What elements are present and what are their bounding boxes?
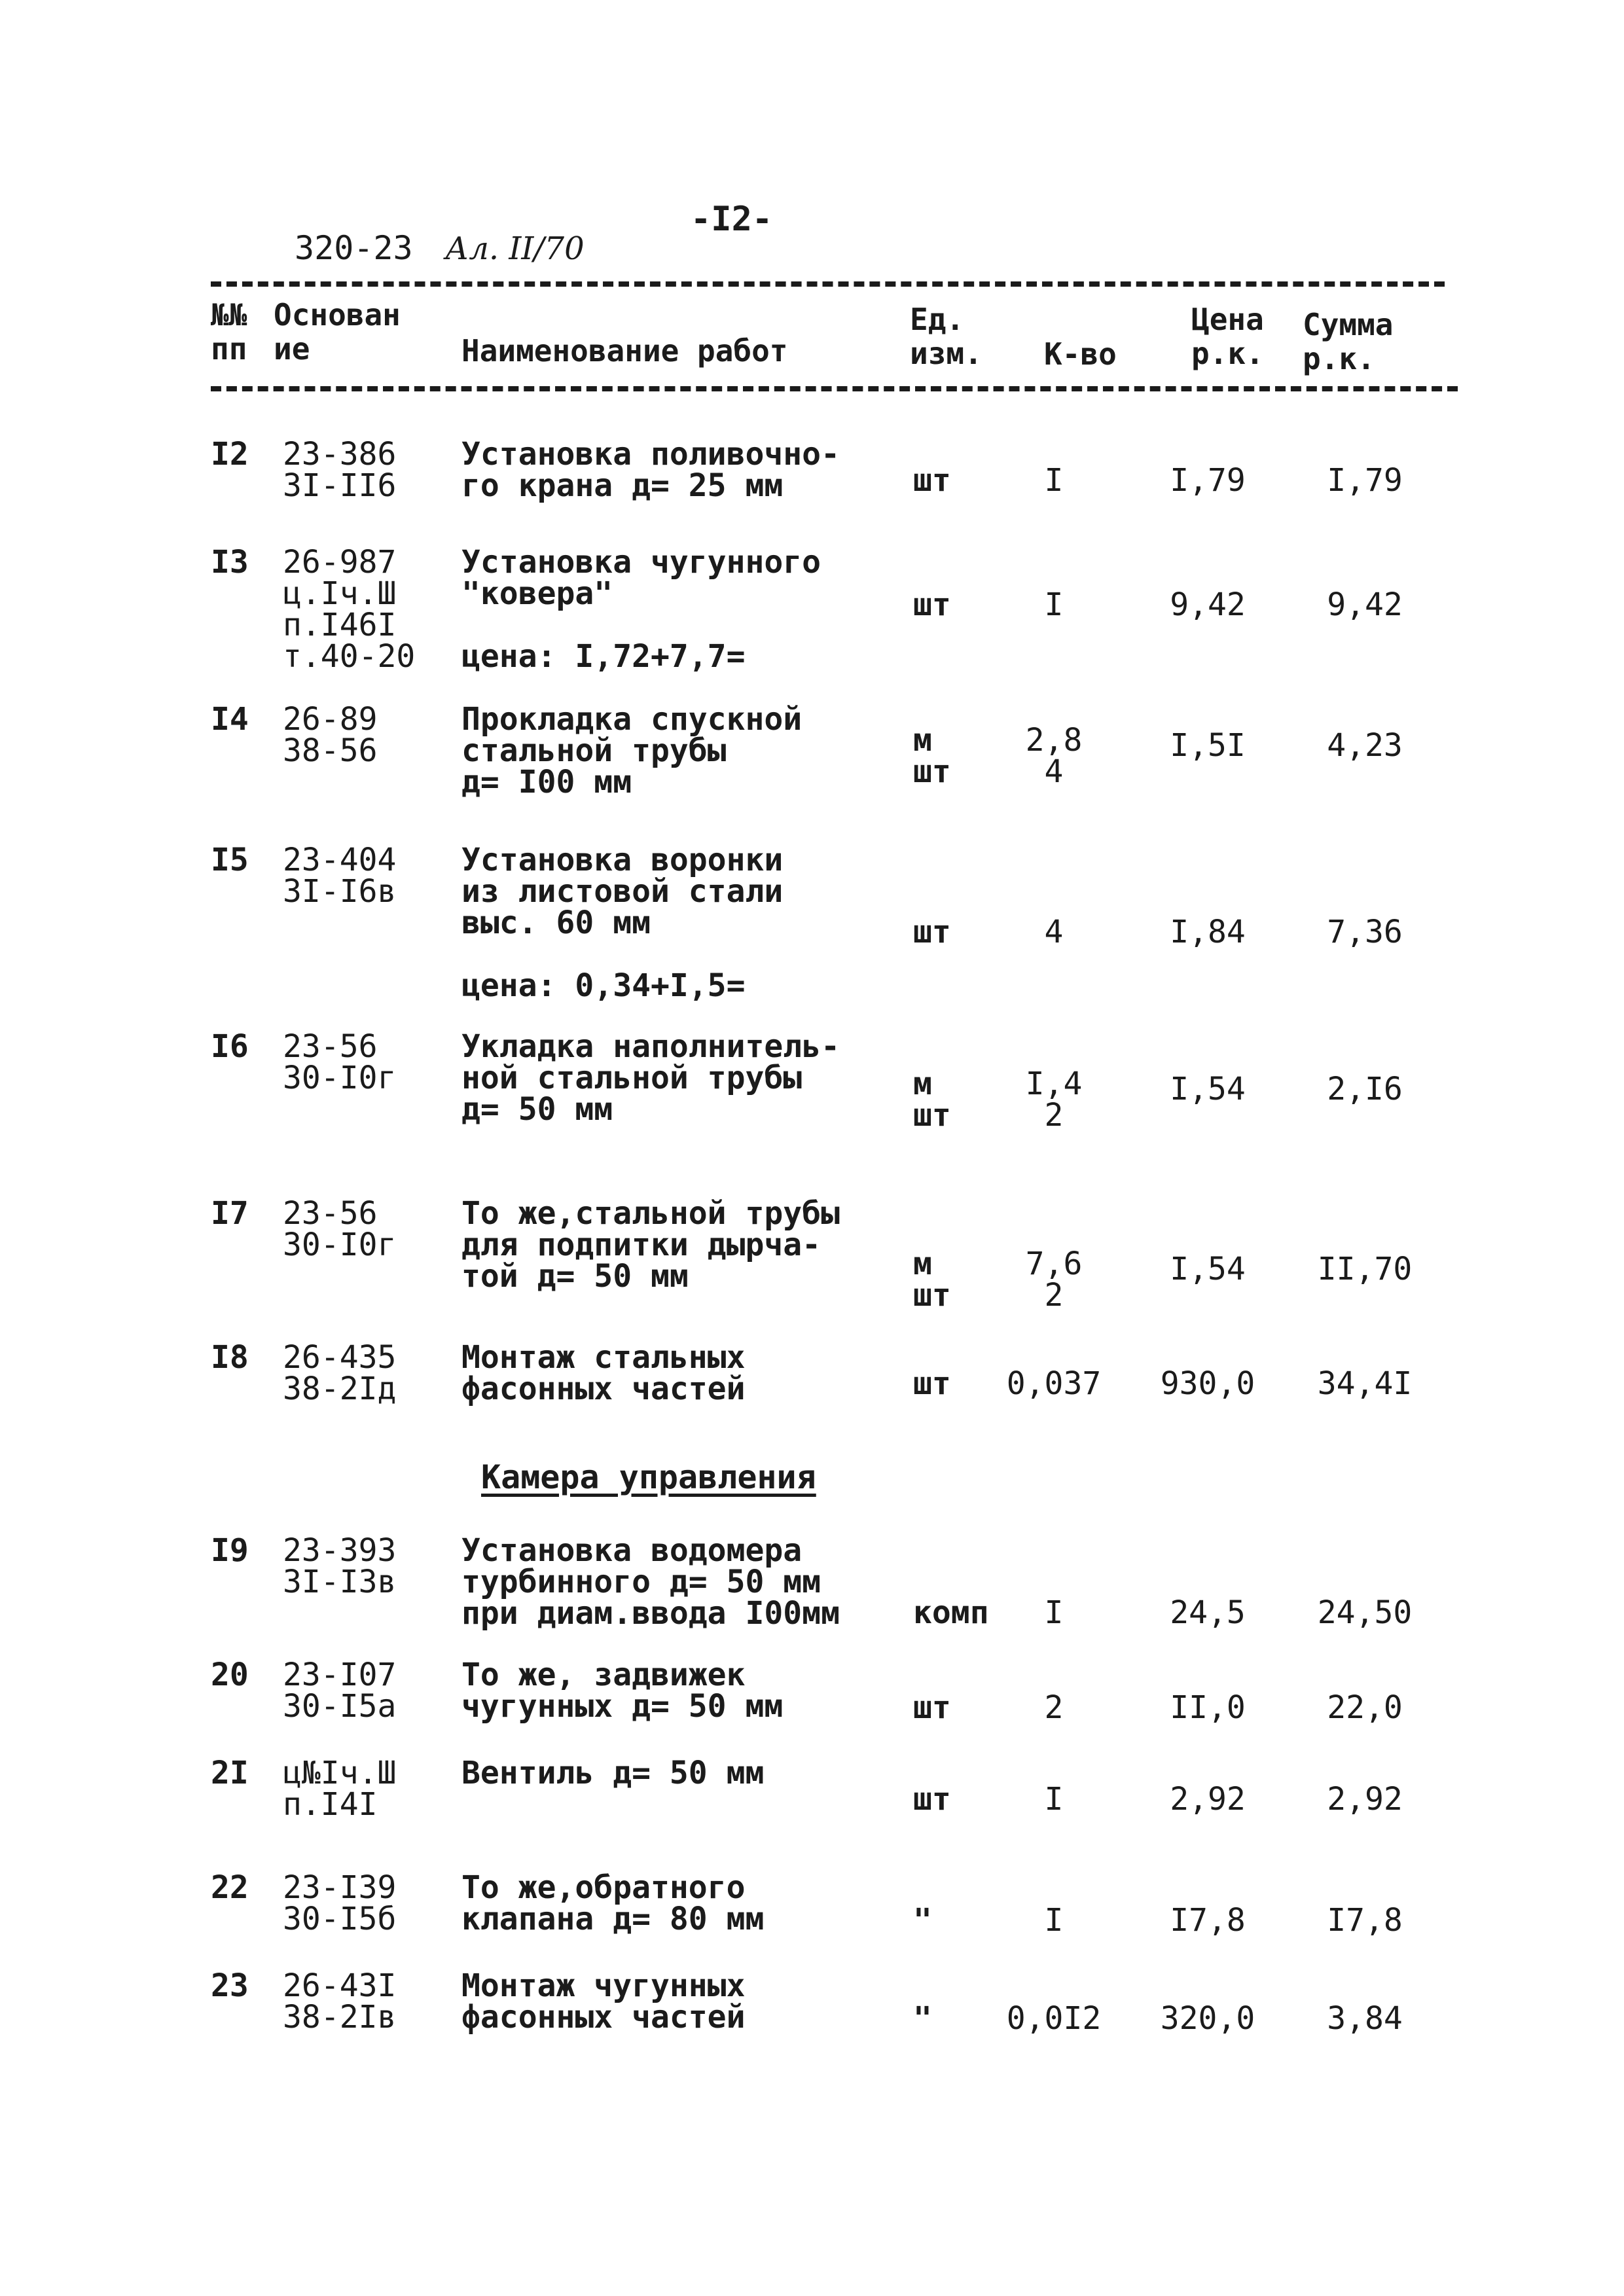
row-basis-line: 38-2Iд	[283, 1371, 397, 1407]
row-unit-line: комп	[913, 1594, 989, 1631]
row-basis-line: 3I-I6в	[283, 873, 397, 910]
row-work-name-line: фасонных частей	[461, 1371, 746, 1407]
row-basis-line: 38-2Iв	[283, 1999, 397, 2036]
row-sum: 2,92	[1327, 1781, 1403, 1818]
row-sum: 7,36	[1327, 914, 1403, 950]
row-basis	[283, 1869, 397, 1937]
row-work-name	[461, 842, 784, 1004]
row-basis-line: 26-435	[283, 1339, 397, 1376]
row-unit	[913, 2000, 932, 2037]
row-basis	[283, 1532, 397, 1600]
row-work-name-line	[461, 939, 783, 970]
row-work-name-line: Прокладка спускной	[461, 701, 803, 738]
row-work-name-line: фасонных частей	[461, 1999, 746, 2036]
row-work-name-line: То же,обратного	[461, 1869, 746, 1906]
row-basis-line: 26-89	[283, 701, 378, 738]
row-unit-line: м	[913, 1066, 932, 1102]
row-quantity-line: 0,037	[1006, 1365, 1102, 1402]
row-sum: 4,23	[1327, 727, 1403, 764]
row-price: I7,8	[1170, 1902, 1246, 1939]
row-work-name	[461, 1195, 840, 1295]
row-quantity	[995, 1066, 1113, 1134]
row-unit-line: шт	[913, 1277, 951, 1314]
row-price: 9,42	[1170, 586, 1246, 623]
row-work-name	[461, 1028, 840, 1128]
header-top-rule	[211, 281, 1445, 287]
row-unit	[913, 722, 951, 790]
row-unit	[913, 586, 951, 623]
col-header-unit: Ед. изм.	[910, 302, 983, 371]
row-work-name	[461, 436, 840, 504]
row-work-name-line	[461, 609, 821, 641]
row-quantity-line: I	[1044, 462, 1064, 499]
row-quantity-line: I	[1044, 586, 1064, 623]
row-price: 2,92	[1170, 1781, 1246, 1818]
row-price: II,0	[1170, 1689, 1246, 1726]
col-header-qty: К-во	[1044, 336, 1117, 372]
row-work-name-line: из листовой стали	[461, 873, 784, 910]
row-unit-line: м	[913, 722, 932, 759]
row-sum: 24,50	[1317, 1594, 1413, 1631]
row-sum: 9,42	[1327, 586, 1403, 623]
row-work-name	[461, 1532, 840, 1632]
row-price: 24,5	[1170, 1594, 1246, 1631]
row-unit-line: "	[913, 2000, 932, 2037]
row-basis-line: ц№Iч.Ш	[283, 1755, 397, 1791]
row-unit-line: м	[913, 1246, 932, 1282]
row-unit	[913, 1066, 951, 1134]
row-work-name-line: той д= 50 мм	[461, 1258, 689, 1295]
row-sum: I7,8	[1327, 1902, 1403, 1939]
row-work-name-line: выс. 60 мм	[461, 905, 651, 941]
row-basis	[283, 544, 416, 675]
row-work-name-line: Установка поливочно-	[461, 436, 840, 473]
page-number: -I2-	[691, 200, 773, 239]
row-quantity	[995, 722, 1113, 790]
row-basis-line: т.40-20	[283, 638, 416, 675]
row-quantity-line: 0,0I2	[1006, 2000, 1102, 2037]
col-header-price: Цена р.к.	[1191, 302, 1264, 371]
row-quantity-line: 2	[1044, 1097, 1064, 1134]
row-quantity-line: 2,8	[1025, 722, 1083, 759]
row-work-name-line: Установка чугунного	[461, 544, 821, 581]
row-work-name-line: цена: I,72+7,7=	[461, 638, 746, 675]
row-quantity	[995, 1902, 1113, 1939]
row-work-name-line: Вентиль д= 50 мм	[461, 1755, 765, 1791]
row-work-name-line: цена: 0,34+I,5=	[461, 967, 746, 1004]
row-number: I6	[211, 1028, 249, 1065]
row-quantity-line: 2	[1044, 1689, 1064, 1726]
row-basis-line: 3I-I3в	[283, 1564, 397, 1600]
row-number: 2I	[211, 1755, 249, 1791]
row-unit-line: шт	[913, 914, 951, 950]
row-work-name-line: Монтаж чугунных	[461, 1967, 746, 2004]
row-basis	[283, 842, 397, 910]
row-quantity-line: I	[1044, 1594, 1064, 1631]
row-unit-line: шт	[913, 753, 951, 790]
row-basis	[283, 701, 378, 769]
row-basis-line: 23-56	[283, 1195, 378, 1232]
row-price: I,5I	[1170, 727, 1246, 764]
row-number: 20	[211, 1657, 249, 1693]
row-sum: 2,I6	[1327, 1071, 1403, 1107]
row-price: 320,0	[1160, 2000, 1255, 2037]
document-code: 320-23	[295, 229, 413, 267]
row-number: I5	[211, 842, 249, 878]
row-price: 930,0	[1160, 1365, 1255, 1402]
row-basis	[283, 1195, 397, 1263]
row-basis-line: п.I46I	[283, 607, 397, 643]
row-work-name-line: Установка воронки	[461, 842, 784, 878]
row-work-name	[461, 1657, 784, 1725]
row-work-name	[461, 1339, 746, 1407]
row-work-name	[461, 1967, 746, 2036]
row-work-name-line: чугунных д= 50 мм	[461, 1688, 784, 1725]
row-number: I9	[211, 1532, 249, 1569]
row-unit	[913, 1689, 951, 1726]
row-quantity	[995, 1781, 1113, 1818]
row-sum: II,70	[1317, 1251, 1413, 1287]
row-work-name	[461, 544, 821, 675]
row-number: I7	[211, 1195, 249, 1232]
section-title: Камера управления	[481, 1458, 816, 1496]
row-price: I,79	[1170, 462, 1246, 499]
row-quantity-line: I,4	[1025, 1066, 1083, 1102]
row-quantity-line: I	[1044, 1902, 1064, 1939]
row-work-name-line: клапана д= 80 мм	[461, 1901, 765, 1937]
row-quantity	[995, 2000, 1113, 2037]
row-quantity	[995, 1246, 1113, 1314]
row-basis	[283, 1755, 397, 1823]
row-work-name-line: Монтаж стальных	[461, 1339, 746, 1376]
row-quantity	[995, 1689, 1113, 1726]
row-unit-line: шт	[913, 1097, 951, 1134]
row-unit	[913, 1781, 951, 1818]
row-unit-line: шт	[913, 1781, 951, 1818]
row-basis	[283, 436, 397, 504]
row-unit	[913, 462, 951, 499]
row-work-name-line: го крана д= 25 мм	[461, 467, 784, 504]
row-basis-line: 3I-II6	[283, 467, 397, 504]
row-basis-line: п.I4I	[283, 1786, 378, 1823]
row-unit	[913, 1246, 951, 1314]
sheet-reference: Ал. II/70	[445, 230, 585, 267]
row-basis-line: 30-I5б	[283, 1901, 397, 1937]
row-quantity	[995, 462, 1113, 499]
row-unit-line: "	[913, 1902, 932, 1939]
row-unit-line: шт	[913, 1689, 951, 1726]
row-basis-line: 23-I39	[283, 1869, 397, 1906]
row-work-name	[461, 1869, 765, 1937]
row-unit-line: шт	[913, 462, 951, 499]
row-basis	[283, 1028, 397, 1096]
row-basis-line: 30-I0г	[283, 1060, 397, 1096]
row-work-name-line: для подпитки дырча-	[461, 1227, 821, 1263]
row-work-name-line: То же, задвижек	[461, 1657, 746, 1693]
col-header-basis: Основание	[274, 297, 401, 367]
row-basis-line: 30-I5а	[283, 1688, 397, 1725]
row-price: I,84	[1170, 914, 1246, 950]
row-price: I,54	[1170, 1251, 1246, 1287]
row-quantity-line: I	[1044, 1781, 1064, 1818]
row-basis-line: 26-987	[283, 544, 397, 581]
row-work-name-line: То же,стальной трубы	[461, 1195, 840, 1232]
row-unit	[913, 1365, 951, 1402]
header-bottom-rule	[211, 386, 1458, 391]
row-sum: 3,84	[1327, 2000, 1403, 2037]
row-work-name-line: д= 50 мм	[461, 1091, 613, 1128]
row-number: 22	[211, 1869, 249, 1906]
row-sum: 22,0	[1327, 1689, 1403, 1726]
row-work-name	[461, 701, 803, 800]
row-basis-line: 23-I07	[283, 1657, 397, 1693]
row-unit-line: шт	[913, 1365, 951, 1402]
row-basis-line: 30-I0г	[283, 1227, 397, 1263]
row-quantity-line: 2	[1044, 1277, 1064, 1314]
row-work-name-line: д= I00 мм	[461, 764, 632, 800]
row-quantity	[995, 586, 1113, 623]
row-work-name	[461, 1757, 764, 1789]
row-number: I3	[211, 544, 249, 581]
row-unit	[913, 916, 951, 948]
row-number: I2	[211, 436, 249, 473]
row-number: I8	[211, 1339, 249, 1376]
row-quantity-line: 4	[1044, 753, 1064, 790]
col-header-name: Наименование работ	[461, 333, 788, 368]
row-quantity	[995, 1594, 1113, 1631]
row-price: I,54	[1170, 1071, 1246, 1107]
row-work-name-line: турбинного д= 50 мм	[461, 1564, 821, 1600]
row-number: I4	[211, 701, 249, 738]
row-quantity-line: 7,6	[1025, 1246, 1083, 1282]
row-unit-line: шт	[913, 586, 951, 623]
row-unit	[913, 1594, 989, 1631]
row-basis-line: 26-43I	[283, 1967, 397, 2004]
row-sum: I,79	[1327, 462, 1403, 499]
row-sum: 34,4I	[1317, 1365, 1413, 1402]
row-basis	[283, 1339, 397, 1407]
row-quantity	[995, 1365, 1113, 1402]
row-quantity	[995, 916, 1113, 948]
row-number: 23	[211, 1967, 249, 2004]
row-basis-line: ц.Iч.Ш	[283, 575, 397, 612]
row-work-name-line: Установка водомера	[461, 1532, 803, 1569]
col-header-sum: Сумма р.к.	[1303, 307, 1394, 376]
row-quantity-line: 4	[1044, 914, 1064, 950]
row-work-name-line: ной стальной трубы	[461, 1060, 803, 1096]
row-work-name-line: при диам.ввода I00мм	[461, 1595, 840, 1632]
row-work-name-line: Укладка наполнитель-	[461, 1028, 840, 1065]
row-basis-line: 23-393	[283, 1532, 397, 1569]
row-work-name-line: "ковера"	[461, 575, 613, 612]
row-unit	[913, 1902, 932, 1939]
row-basis-line: 23-386	[283, 436, 397, 473]
col-header-num: №№ пп	[211, 297, 247, 367]
row-basis	[283, 1967, 397, 2036]
row-basis-line: 38-56	[283, 732, 378, 769]
row-work-name-line: стальной трубы	[461, 732, 727, 769]
row-basis	[283, 1657, 397, 1725]
row-basis-line: 23-56	[283, 1028, 378, 1065]
row-basis-line: 23-404	[283, 842, 397, 878]
